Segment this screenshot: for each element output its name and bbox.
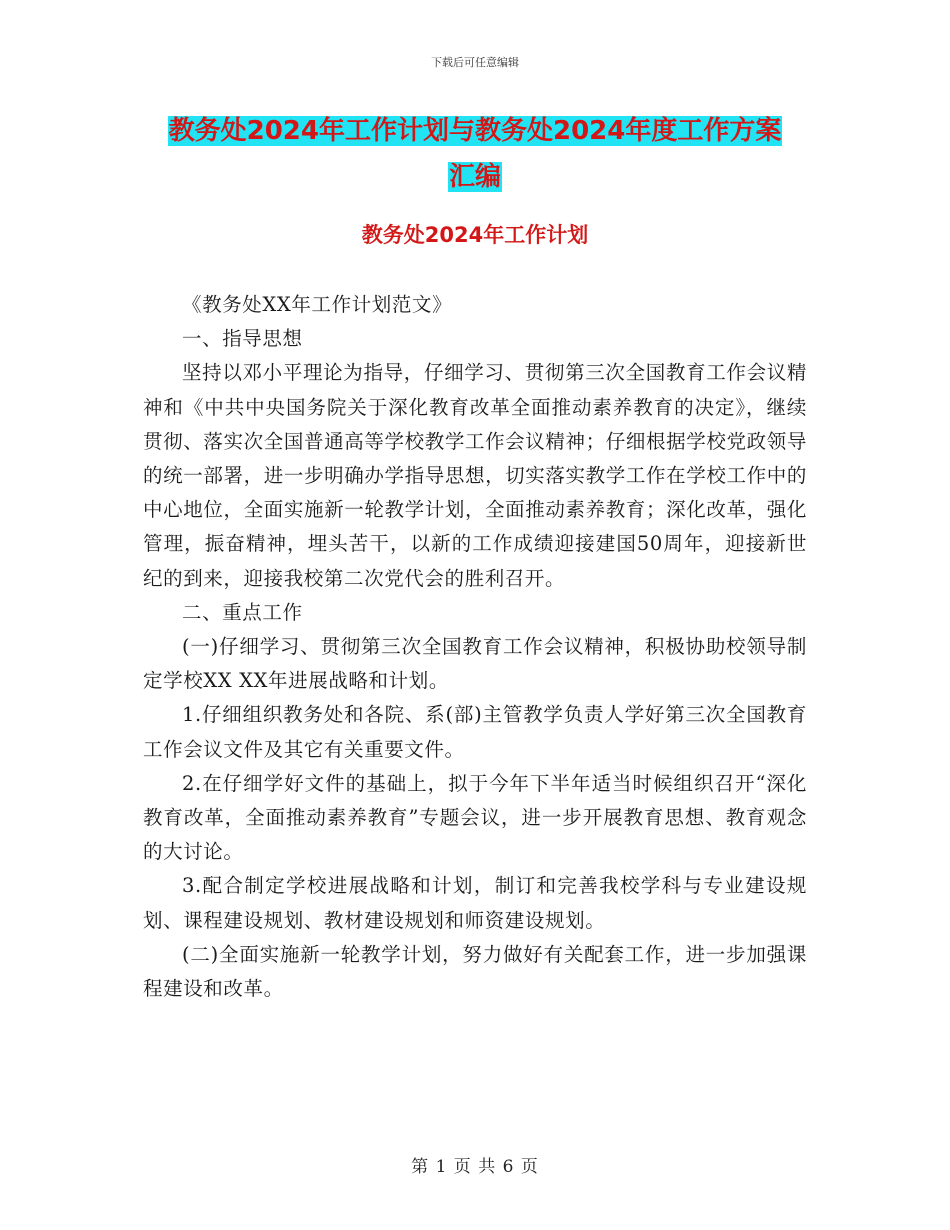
paragraph-source-title: 《教务处XX年工作计划范文》 [182, 293, 453, 316]
paragraph-item-1-1: 1.仔细组织教务处和各院、系(部)主管教学负责人学好第三次全国教育工作会议文件及其它有关重要文件。 [143, 703, 807, 761]
page-footer: 第 1 页 共 6 页 [411, 1157, 539, 1177]
title-highlight-1: 教务处2024年工作计划与教务处2024年度工作方案 [168, 116, 782, 146]
document-body [143, 288, 807, 1006]
paragraph-item-1-3: 3.配合制定学校进展战略和计划，制订和完善我校学科与专业建设规划、课程建设规划、教材建设规划和师资建设规划。 [143, 874, 807, 932]
document-title [150, 108, 800, 200]
heading-guiding-thought: 一、指导思想 [182, 327, 303, 351]
document-title-line-2 [150, 154, 800, 200]
heading-key-work: 二、重点工作 [182, 600, 303, 624]
paragraph-item-2: (二)全面实施新一轮教学计划，努力做好有关配套工作，进一步加强课程建设和改革。 [143, 942, 807, 1001]
document-title-line-1 [150, 108, 800, 154]
paragraph-item-1: (一)仔细学习、贯彻第三次全国教育工作会议精神，积极协助校领导制定学校XX XX年进展战略和计划。 [143, 635, 807, 693]
paragraph-guiding-thought: 坚持以邓小平理论为指导，仔细学习、贯彻第三次全国教育工作会议精神和《中共中央国务院关于深化教育改革全面推动素养教育的决定》，继续贯彻、落实次全国普通高等学校教学工作会议精神；仔细根据学校党政领导的统一部署，进一步明确办学指导思想，切实落实教学工作在学校工作中的中心地位，全面实施新一轮教学计划，全面推动素养教育；深化改革，强化管理，振奋精神，埋头苦干，以新的工作成绩迎接建国50周年，迎接新世纪的到来，迎接我校第二次党代会的胜利召开。 [143, 361, 807, 590]
section-title: 教务处2024年工作计划 [361, 223, 589, 247]
header-note: 下载后可任意编辑 [431, 56, 519, 69]
title-highlight-2: 汇编 [448, 162, 501, 192]
paragraph-item-1-2: 2.在仔细学好文件的基础上，拟于今年下半年适当时候组织召开“深化教育改革，全面推动素养教育”专题会议，进一步开展教育思想、教育观念的大讨论。 [143, 771, 807, 864]
